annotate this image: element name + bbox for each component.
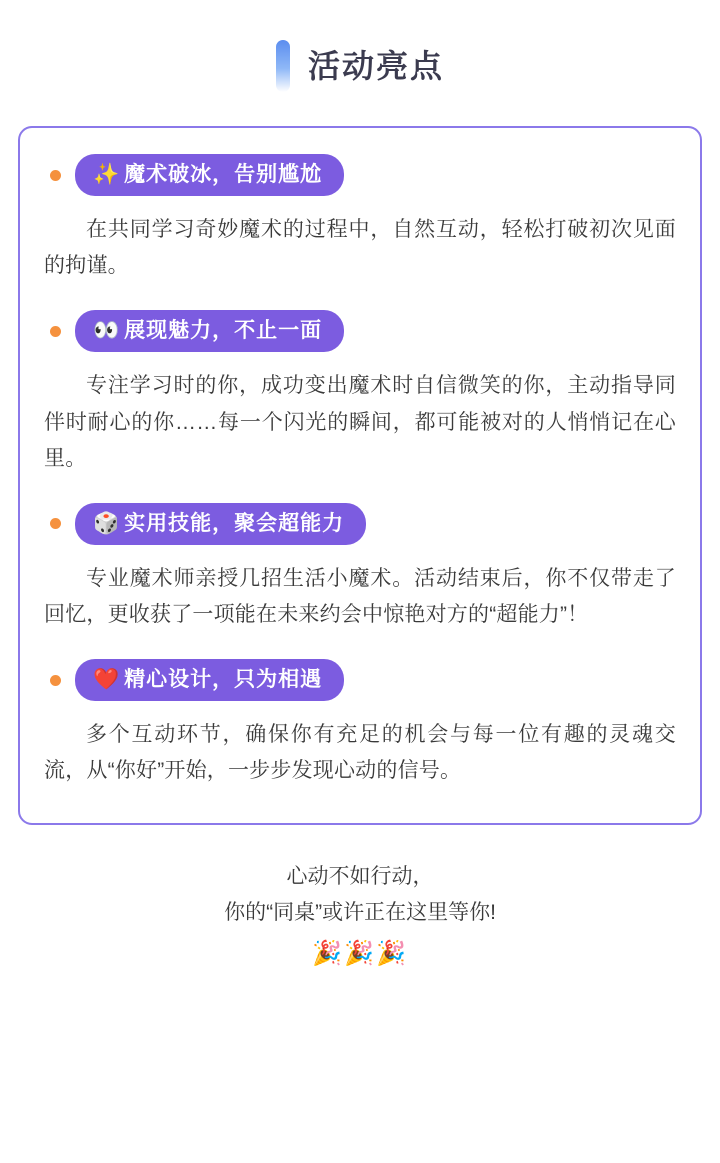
highlight-section: [44, 310, 676, 476]
highlight-heading-row: [44, 503, 676, 545]
highlight-pill: [75, 154, 344, 196]
highlight-body: 专注学习时的你，成功变出魔术时自信微笑的你，主动指导同伴时耐心的你……每一个闪光的瞬间，都可能被对的人悄悄记在心里。: [44, 374, 676, 470]
highlight-section: [44, 503, 676, 633]
highlight-pill: [75, 503, 366, 545]
page-header: [0, 0, 720, 102]
eyes-icon: 👀: [93, 318, 121, 343]
highlight-body: 多个互动环节，确保你有充足的机会与每一位有趣的灵魂交流，从“你好”开始，一步步发现心动的信号。: [44, 723, 676, 783]
heart-icon: ❤️: [93, 667, 121, 692]
highlight-pill: [75, 310, 344, 352]
page-footer: [0, 859, 720, 966]
highlight-body: 在共同学习奇妙魔术的过程中，自然互动，轻松打破初次见面的拘谨。: [44, 218, 676, 278]
highlight-section: [44, 659, 676, 789]
bullet-dot-icon: [50, 518, 61, 529]
highlight-heading-row: [44, 154, 676, 196]
bullet-dot-icon: [50, 170, 61, 181]
highlight-pill-label: 实用技能，聚会超能力: [124, 511, 345, 535]
highlight-heading-row: [44, 659, 676, 701]
page-title: 活动亮点: [307, 48, 444, 84]
header-accent-bar: [276, 40, 290, 92]
highlight-heading-row: [44, 310, 676, 352]
highlight-pill: [75, 659, 344, 701]
bullet-dot-icon: [50, 675, 61, 686]
footer-line-2: 你的“同桌”或许正在这里等你!: [224, 901, 496, 925]
game-die-icon: 🎲: [93, 510, 121, 535]
sparkles-icon: ✨: [93, 162, 121, 186]
bullet-dot-icon: [50, 326, 61, 337]
highlights-card: [18, 126, 702, 825]
highlight-pill-label: 精心设计，只为相遇: [124, 668, 323, 692]
party-popper-icon: 🎉🎉🎉: [312, 938, 408, 967]
highlight-pill-label: 魔术破冰，告别尴尬: [124, 163, 323, 186]
footer-line-1: 心动不如行动，: [286, 865, 434, 889]
highlight-section: [44, 154, 676, 284]
highlight-body: 专业魔术师亲授几招生活小魔术。活动结束后，你不仅带走了回忆，更收获了一项能在未来约会中惊艳对方的“超能力”！: [44, 566, 676, 626]
highlight-pill-label: 展现魅力，不止一面: [124, 319, 323, 343]
